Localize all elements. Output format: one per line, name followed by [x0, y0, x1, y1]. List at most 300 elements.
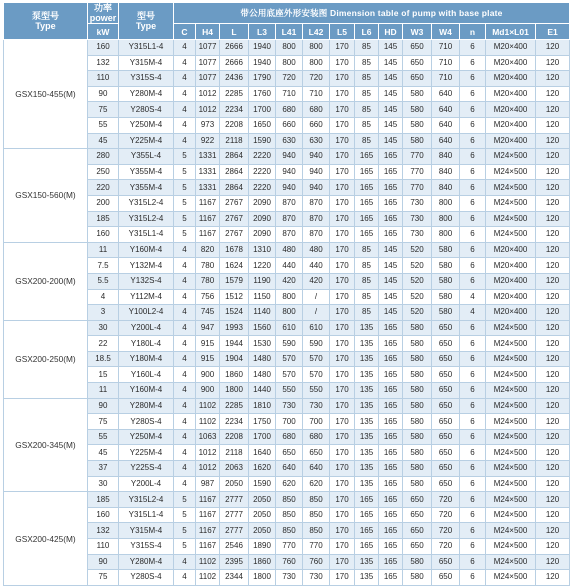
table-cell: 145	[379, 242, 403, 258]
table-cell: 120	[536, 320, 570, 336]
table-cell: 580	[432, 242, 460, 258]
table-cell: 850	[303, 492, 330, 508]
table-cell: 1167	[196, 523, 220, 539]
table-cell: 85	[355, 305, 379, 321]
table-cell: 4	[174, 414, 196, 430]
table-cell: 2050	[249, 507, 276, 523]
table-cell: M20×400	[486, 71, 536, 87]
table-body	[4, 40, 570, 586]
table-cell: /	[303, 305, 330, 321]
pump-model-cell: GSX200-250(M)	[4, 320, 88, 398]
table-cell: 170	[330, 195, 355, 211]
table-row	[4, 117, 570, 133]
table-cell: 730	[276, 570, 303, 586]
table-cell: 420	[276, 273, 303, 289]
table-cell: 620	[276, 476, 303, 492]
table-cell: 45	[88, 445, 119, 461]
table-cell: Y315S-4	[119, 539, 174, 555]
table-cell: 650	[276, 445, 303, 461]
table-cell: 1624	[220, 258, 249, 274]
table-cell: 85	[355, 86, 379, 102]
table-cell: 145	[379, 71, 403, 87]
table-cell: 170	[330, 429, 355, 445]
table-cell: 1800	[249, 570, 276, 586]
table-cell: 590	[303, 336, 330, 352]
table-cell: 85	[355, 71, 379, 87]
table-cell: 170	[330, 445, 355, 461]
table-cell: M24×500	[486, 476, 536, 492]
table-cell: 165	[355, 492, 379, 508]
header-dim-col: L41	[276, 24, 303, 40]
table-row	[4, 570, 570, 586]
table-cell: 580	[432, 305, 460, 321]
table-cell: 870	[303, 227, 330, 243]
table-cell: 5	[174, 227, 196, 243]
table-cell: 145	[379, 102, 403, 118]
table-cell: 120	[536, 383, 570, 399]
table-cell: Y315L2-4	[119, 195, 174, 211]
table-cell: 165	[379, 227, 403, 243]
header-dim-col: H4	[196, 24, 220, 40]
table-cell: 650	[432, 320, 460, 336]
pump-model-cell: GSX150-455(M)	[4, 40, 88, 149]
table-cell: 120	[536, 398, 570, 414]
table-cell: 780	[196, 273, 220, 289]
table-cell: 85	[355, 242, 379, 258]
table-row	[4, 180, 570, 196]
table-cell: 580	[403, 383, 432, 399]
table-cell: 650	[432, 367, 460, 383]
table-cell: 170	[330, 398, 355, 414]
table-row	[4, 227, 570, 243]
table-cell: 800	[276, 40, 303, 56]
table-cell: 170	[330, 367, 355, 383]
table-cell: M24×500	[486, 336, 536, 352]
table-cell: 650	[432, 383, 460, 399]
table-cell: 165	[379, 351, 403, 367]
table-cell: 120	[536, 227, 570, 243]
table-cell: 165	[355, 195, 379, 211]
table-cell: 650	[432, 554, 460, 570]
table-cell: 170	[330, 414, 355, 430]
table-cell: 120	[536, 414, 570, 430]
table-cell: 120	[536, 55, 570, 71]
table-cell: 870	[303, 195, 330, 211]
table-cell: M24×500	[486, 461, 536, 477]
table-cell: 6	[460, 539, 486, 555]
table-cell: Y160M-4	[119, 242, 174, 258]
table-cell: 570	[303, 367, 330, 383]
table-cell: 170	[330, 305, 355, 321]
table-cell: 760	[276, 554, 303, 570]
table-cell: Y225M-4	[119, 133, 174, 149]
table-cell: 135	[355, 554, 379, 570]
table-cell: 4	[174, 86, 196, 102]
table-cell: 30	[88, 320, 119, 336]
table-cell: 1102	[196, 398, 220, 414]
table-cell: 145	[379, 258, 403, 274]
table-cell: 6	[460, 398, 486, 414]
table-cell: 165	[379, 507, 403, 523]
table-cell: 135	[355, 476, 379, 492]
table-cell: 75	[88, 570, 119, 586]
table-cell: 1750	[249, 414, 276, 430]
table-cell: 165	[379, 570, 403, 586]
table-cell: 947	[196, 320, 220, 336]
table-cell: 5	[174, 211, 196, 227]
table-cell: 1678	[220, 242, 249, 258]
table-cell: 165	[379, 149, 403, 165]
table-cell: 6	[460, 414, 486, 430]
table-cell: 550	[303, 383, 330, 399]
table-cell: M20×400	[486, 133, 536, 149]
table-cell: 640	[432, 86, 460, 102]
table-row	[4, 242, 570, 258]
table-cell: 250	[88, 164, 119, 180]
table-cell: 650	[432, 445, 460, 461]
table-cell: 680	[276, 429, 303, 445]
table-cell: 170	[330, 86, 355, 102]
table-cell: 1077	[196, 55, 220, 71]
table-cell: 610	[303, 320, 330, 336]
table-cell: 220	[88, 180, 119, 196]
table-cell: M24×500	[486, 523, 536, 539]
table-cell: 165	[355, 149, 379, 165]
table-cell: 145	[379, 86, 403, 102]
table-cell: 1800	[220, 383, 249, 399]
table-cell: 580	[403, 554, 432, 570]
table-cell: 120	[536, 289, 570, 305]
table-cell: 660	[276, 117, 303, 133]
table-cell: 940	[276, 149, 303, 165]
table-row	[4, 445, 570, 461]
table-row	[4, 429, 570, 445]
table-cell: 650	[432, 336, 460, 352]
table-cell: 710	[432, 55, 460, 71]
table-cell: M24×500	[486, 351, 536, 367]
table-cell: 145	[379, 117, 403, 133]
table-cell: 800	[432, 211, 460, 227]
table-cell: 770	[303, 539, 330, 555]
header-dim-col: L	[220, 24, 249, 40]
table-row	[4, 367, 570, 383]
table-row	[4, 55, 570, 71]
table-cell: Y280M-4	[119, 554, 174, 570]
table-cell: 6	[460, 351, 486, 367]
table-row	[4, 351, 570, 367]
table-cell: 640	[432, 117, 460, 133]
table-cell: 4	[174, 445, 196, 461]
table-cell: 120	[536, 102, 570, 118]
table-cell: 170	[330, 71, 355, 87]
table-cell: 4	[174, 40, 196, 56]
table-cell: 6	[460, 55, 486, 71]
table-cell: 1077	[196, 71, 220, 87]
table-row	[4, 211, 570, 227]
table-row	[4, 258, 570, 274]
table-cell: 6	[460, 164, 486, 180]
table-cell: 120	[536, 149, 570, 165]
table-cell: 4	[174, 461, 196, 477]
table-cell: 650	[303, 445, 330, 461]
table-cell: 870	[276, 195, 303, 211]
table-cell: 1579	[220, 273, 249, 289]
pump-model-cell: GSX200-345(M)	[4, 398, 88, 492]
table-row	[4, 461, 570, 477]
table-cell: 620	[303, 476, 330, 492]
table-cell: 650	[403, 55, 432, 71]
table-row	[4, 164, 570, 180]
table-cell: 6	[460, 102, 486, 118]
table-cell: 4	[174, 383, 196, 399]
table-cell: 1077	[196, 40, 220, 56]
table-cell: 1590	[249, 133, 276, 149]
pump-model-cell: GSX150-560(M)	[4, 149, 88, 243]
header-dim-col: Md1×L01	[486, 24, 536, 40]
table-cell: 580	[403, 320, 432, 336]
pump-model-cell: GSX200-425(M)	[4, 492, 88, 586]
table-cell: 165	[379, 445, 403, 461]
table-cell: Y250M-4	[119, 117, 174, 133]
table-cell: 1650	[249, 117, 276, 133]
table-cell: 650	[403, 507, 432, 523]
table-cell: /	[303, 289, 330, 305]
table-cell: 1480	[249, 367, 276, 383]
table-cell: 120	[536, 554, 570, 570]
table-cell: 165	[379, 523, 403, 539]
table-cell: 870	[276, 211, 303, 227]
table-cell: 165	[355, 539, 379, 555]
table-cell: 6	[460, 461, 486, 477]
table-cell: 580	[403, 570, 432, 586]
table-cell: 840	[432, 180, 460, 196]
table-cell: 165	[379, 398, 403, 414]
table-cell: 6	[460, 523, 486, 539]
table-row	[4, 523, 570, 539]
table-cell: 440	[276, 258, 303, 274]
table-cell: 1480	[249, 351, 276, 367]
table-cell: 4	[174, 570, 196, 586]
table-cell: 756	[196, 289, 220, 305]
table-cell: 4	[174, 398, 196, 414]
table-cell: 550	[276, 383, 303, 399]
table-cell: 120	[536, 71, 570, 87]
table-cell: Y315L2-4	[119, 492, 174, 508]
table-cell: 4	[174, 367, 196, 383]
table-cell: 4	[174, 351, 196, 367]
table-cell: M20×400	[486, 86, 536, 102]
table-cell: 4	[174, 289, 196, 305]
table-cell: Y225S-4	[119, 461, 174, 477]
table-cell: 640	[303, 461, 330, 477]
table-cell: 700	[303, 414, 330, 430]
table-cell: 650	[432, 461, 460, 477]
table-cell: Y100L2-4	[119, 305, 174, 321]
table-cell: 4	[174, 242, 196, 258]
table-cell: 915	[196, 336, 220, 352]
table-cell: 650	[403, 40, 432, 56]
table-cell: 2546	[220, 539, 249, 555]
table-cell: 170	[330, 273, 355, 289]
table-cell: 780	[196, 258, 220, 274]
table-cell: 940	[303, 149, 330, 165]
table-cell: M24×500	[486, 570, 536, 586]
table-cell: 120	[536, 273, 570, 289]
table-cell: 170	[330, 492, 355, 508]
table-title: 带公用底座外形安装图 Dimension table of pump with base plate	[174, 3, 570, 24]
table-cell: 640	[432, 133, 460, 149]
table-cell: 1167	[196, 227, 220, 243]
table-cell: 165	[379, 336, 403, 352]
table-cell: 1944	[220, 336, 249, 352]
table-cell: M24×500	[486, 195, 536, 211]
table-cell: 120	[536, 570, 570, 586]
table-cell: Y180M-4	[119, 351, 174, 367]
table-cell: 170	[330, 149, 355, 165]
table-cell: 870	[303, 211, 330, 227]
table-cell: 710	[276, 86, 303, 102]
table-cell: 1140	[249, 305, 276, 321]
table-cell: 580	[403, 367, 432, 383]
table-cell: Y315M-4	[119, 55, 174, 71]
table-cell: 1167	[196, 539, 220, 555]
table-row	[4, 554, 570, 570]
table-cell: Y112M-4	[119, 289, 174, 305]
table-cell: 2767	[220, 227, 249, 243]
table-cell: 170	[330, 117, 355, 133]
table-cell: 1860	[249, 554, 276, 570]
table-cell: 5	[174, 149, 196, 165]
table-cell: 4	[174, 117, 196, 133]
header-dim-col: W3	[403, 24, 432, 40]
table-cell: 973	[196, 117, 220, 133]
table-row	[4, 383, 570, 399]
table-cell: 580	[403, 336, 432, 352]
table-cell: 11	[88, 242, 119, 258]
table-cell: 132	[88, 523, 119, 539]
table-cell: 170	[330, 461, 355, 477]
table-cell: 5	[174, 180, 196, 196]
table-cell: 2208	[220, 429, 249, 445]
table-cell: 1331	[196, 149, 220, 165]
table-cell: 4	[174, 320, 196, 336]
table-cell: M24×500	[486, 383, 536, 399]
table-row	[4, 133, 570, 149]
header-pump-model	[4, 3, 88, 40]
table-cell: 1810	[249, 398, 276, 414]
table-cell: M20×400	[486, 40, 536, 56]
table-cell: 940	[303, 164, 330, 180]
table-cell: 440	[303, 258, 330, 274]
table-cell: 2050	[249, 492, 276, 508]
table-cell: 11	[88, 383, 119, 399]
table-cell: 120	[536, 507, 570, 523]
table-cell: 720	[276, 71, 303, 87]
table-cell: 120	[536, 164, 570, 180]
table-cell: 680	[303, 429, 330, 445]
table-cell: 165	[379, 492, 403, 508]
table-cell: 135	[355, 445, 379, 461]
table-cell: 165	[379, 195, 403, 211]
table-cell: 5	[174, 539, 196, 555]
table-cell: 2220	[249, 180, 276, 196]
table-cell: 2344	[220, 570, 249, 586]
table-cell: 710	[432, 71, 460, 87]
table-cell: 4	[174, 71, 196, 87]
table-cell: 2666	[220, 55, 249, 71]
table-cell: 650	[432, 351, 460, 367]
header-power-en: power	[89, 13, 117, 23]
table-cell: Y355M-4	[119, 180, 174, 196]
table-cell: 85	[355, 117, 379, 133]
table-cell: 520	[403, 289, 432, 305]
table-cell: 420	[303, 273, 330, 289]
table-cell: 1620	[249, 461, 276, 477]
table-cell: 2864	[220, 164, 249, 180]
table-cell: 650	[432, 429, 460, 445]
table-cell: 145	[379, 273, 403, 289]
table-cell: 1102	[196, 414, 220, 430]
table-cell: 2118	[220, 445, 249, 461]
table-cell: Y315L1-4	[119, 507, 174, 523]
table-cell: 160	[88, 507, 119, 523]
table-cell: 170	[330, 55, 355, 71]
table-cell: 520	[403, 258, 432, 274]
header-dim-col: n	[460, 24, 486, 40]
table-cell: 5.5	[88, 273, 119, 289]
table-cell: 730	[403, 195, 432, 211]
table-cell: 120	[536, 86, 570, 102]
table-cell: M20×400	[486, 273, 536, 289]
table-cell: 800	[432, 227, 460, 243]
table-cell: 18.5	[88, 351, 119, 367]
table-cell: 6	[460, 383, 486, 399]
table-cell: M20×400	[486, 289, 536, 305]
table-cell: 120	[536, 117, 570, 133]
table-cell: 165	[355, 227, 379, 243]
table-cell: Y225M-4	[119, 445, 174, 461]
table-cell: 85	[355, 133, 379, 149]
table-cell: 85	[355, 102, 379, 118]
table-cell: 120	[536, 40, 570, 56]
table-cell: 1102	[196, 570, 220, 586]
table-cell: 745	[196, 305, 220, 321]
pump-dimension-table	[3, 2, 570, 586]
table-cell: M24×500	[486, 554, 536, 570]
table-cell: 480	[303, 242, 330, 258]
table-cell: 6	[460, 86, 486, 102]
table-cell: 4	[460, 305, 486, 321]
table-cell: 5	[174, 507, 196, 523]
header-dim-col: HD	[379, 24, 403, 40]
table-cell: 580	[403, 117, 432, 133]
table-cell: 580	[403, 398, 432, 414]
table-cell: 650	[403, 71, 432, 87]
table-cell: 580	[403, 351, 432, 367]
header-dim-col: L6	[355, 24, 379, 40]
table-cell: M24×500	[486, 492, 536, 508]
header-motor-type-en: Type	[135, 21, 157, 31]
table-cell: 900	[196, 383, 220, 399]
header-power-cn: 功率	[93, 3, 112, 13]
table-cell: 120	[536, 242, 570, 258]
table-cell: 2777	[220, 492, 249, 508]
table-row	[4, 273, 570, 289]
table-cell: 120	[536, 305, 570, 321]
table-cell: 4	[174, 554, 196, 570]
table-cell: 1310	[249, 242, 276, 258]
table-cell: 2118	[220, 133, 249, 149]
